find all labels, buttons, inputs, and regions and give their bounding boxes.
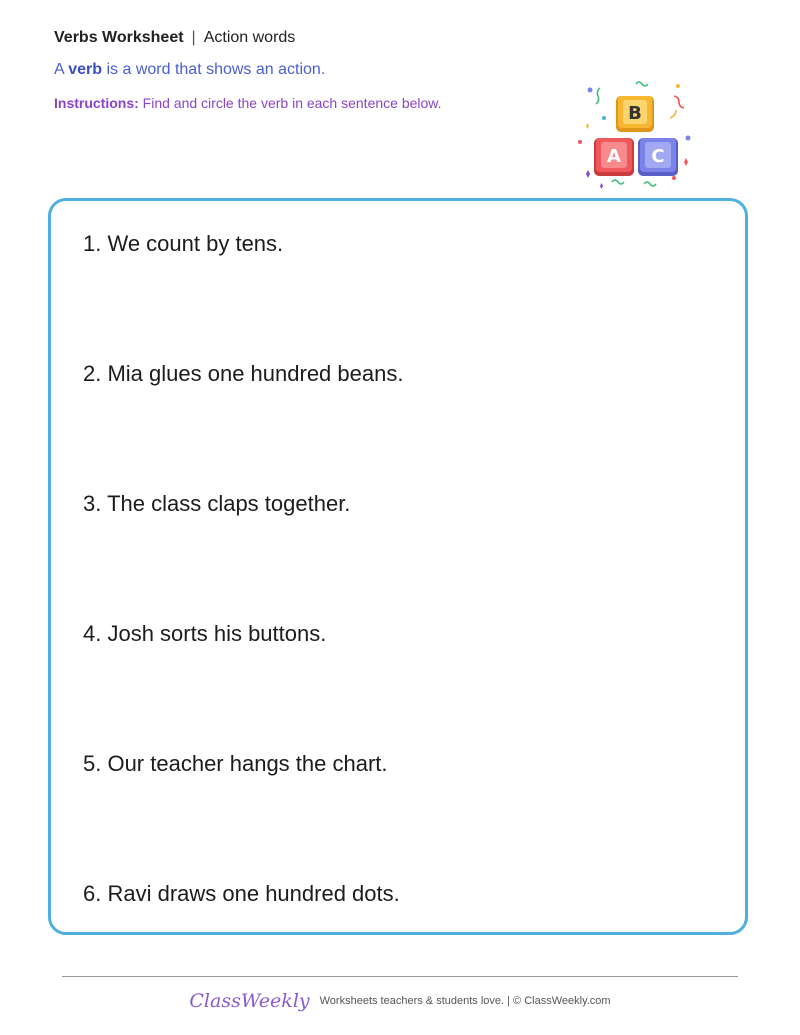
sentences-box (48, 198, 748, 935)
worksheet-header (54, 28, 295, 48)
footer-tagline: Worksheets teachers & students love. | © ClassWeekly.com (319, 995, 611, 1008)
sentence-5[interactable]: 5. Our teacher hangs the chart. (83, 751, 388, 776)
svg-text:B: B (628, 103, 642, 124)
svg-text:C: C (651, 146, 665, 167)
header-separator: | (191, 29, 196, 46)
sentence-2[interactable]: 2. Mia glues one hundred beans. (83, 361, 404, 386)
brand-logo: ClassWeekly (189, 990, 310, 1013)
footer (0, 990, 800, 1012)
block-b (616, 96, 654, 132)
block-a (594, 138, 634, 176)
footer-divider (62, 976, 738, 977)
definition-prefix: A (54, 61, 69, 78)
instructions (54, 94, 442, 112)
instructions-text: Find and circle the verb in each sentence below. (138, 95, 442, 111)
abc-blocks-icon (574, 78, 698, 194)
definition-keyword: verb (68, 61, 103, 78)
sentence-1[interactable]: 1. We count by tens. (83, 231, 284, 256)
worksheet-title: Verbs Worksheet (54, 29, 184, 46)
instructions-label: Instructions: (54, 95, 139, 111)
definition-suffix: is a word that shows an action. (102, 61, 326, 78)
sentence-6[interactable]: 6. Ravi draws one hundred dots. (83, 881, 400, 906)
svg-text:A: A (607, 146, 621, 167)
sentence-4[interactable]: 4. Josh sorts his buttons. (83, 621, 327, 646)
block-c (638, 138, 678, 176)
verb-definition (54, 60, 325, 80)
sentence-3[interactable]: 3. The class claps together. (83, 491, 351, 516)
worksheet-subtitle: Action words (203, 29, 296, 46)
